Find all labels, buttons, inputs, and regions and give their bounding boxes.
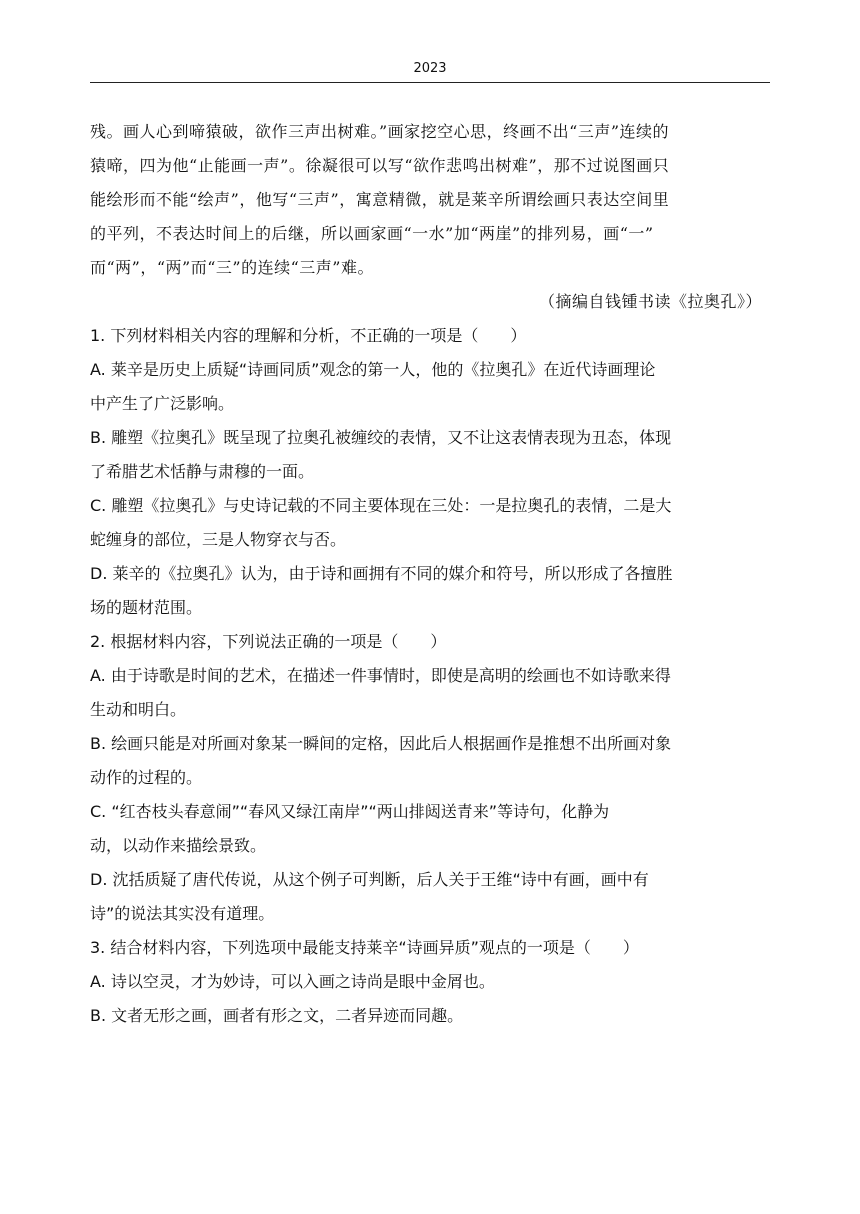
passage-line: 能绘形而不能“绘声”，他写“三声”，寓意精微，就是莱辛所谓绘画只表达空间里 [90,190,670,209]
option-b-line-1: B. 绘画只能是对所画对象某一瞬间的定格，因此后人根据画作是推想不出所画对象 [90,734,672,753]
option-c-line-2: 蛇缠身的部位，三是人物穿衣与否。 [90,530,347,549]
option-a-line-2: 生动和明白。 [90,700,187,719]
passage-line: 猿啼，四为他“止能画一声”。徐凝很可以写“欲作悲鸣出树难”，那不过说图画只 [90,156,670,175]
option-d-line-1: D. 沈括质疑了唐代传说，从这个例子可判断，后人关于王维“诗中有画，画中有 [90,870,649,889]
question-3 [90,931,770,1033]
option-b-line-2: 动作的过程的。 [90,768,203,787]
option-b-line-1: B. 雕塑《拉奥孔》既呈现了拉奥孔被缠绞的表情，又不让这表情表现为丑态，体现 [90,428,672,447]
option-a-line-1: A. 莱辛是历史上质疑“诗画同质”观念的第一人，他的《拉奥孔》在近代诗画理论 [90,360,656,379]
option-b-line-1: B. 文者无形之画，画者有形之文，二者异迹而同趣。 [90,1006,464,1025]
option-d-line-2: 诗”的说法其实没有道理。 [90,904,275,923]
document-body [90,115,770,1033]
option-a-line-1: A. 由于诗歌是时间的艺术，在描述一件事情时，即使是高明的绘画也不如诗歌来得 [90,666,671,685]
question-stem: 2. 根据材料内容，下列说法正确的一项是（ ） [90,632,447,651]
option-c-line-1: C. 雕塑《拉奥孔》与史诗记载的不同主要体现在三处：一是拉奥孔的表情，二是大 [90,496,672,515]
header-year: 2023 [413,61,447,76]
question-2 [90,625,770,931]
option-d-line-1: D. 莱辛的《拉奥孔》认为，由于诗和画拥有不同的媒介和符号，所以形成了各擅胜 [90,564,673,583]
passage-source: （摘编自钱锺书读《拉奥孔》） [538,292,762,311]
question-stem: 1. 下列材料相关内容的理解和分析，不正确的一项是（ ） [90,326,527,345]
option-a-line-2: 中产生了广泛影响。 [90,394,235,413]
passage [90,115,770,319]
option-a-line-1: A. 诗以空灵，才为妙诗，可以入画之诗尚是眼中金屑也。 [90,972,495,991]
passage-line: 而“两”，“两”而“三”的连续“三声”难。 [90,258,374,277]
question-1 [90,319,770,625]
option-c-line-2: 动，以动作来描绘景致。 [90,836,267,855]
page-header [90,60,770,83]
option-c-line-1: C. “红杏枝头春意闹”“春风又绿江南岸”“两山排闼送青来”等诗句，化静为 [90,802,610,821]
question-stem: 3. 结合材料内容，下列选项中最能支持莱辛“诗画异质”观点的一项是（ ） [90,938,639,957]
passage-line: 的平列，不表达时间上的后继，所以画家画“一水”加“两崖”的排列易，画“一” [90,224,654,243]
option-b-line-2: 了希腊艺术恬静与肃穆的一面。 [90,462,315,481]
passage-line: 残。画人心到啼猿破，欲作三声出树难。”画家挖空心思，终画不出“三声”连续的 [90,122,670,141]
option-d-line-2: 场的题材范围。 [90,598,203,617]
